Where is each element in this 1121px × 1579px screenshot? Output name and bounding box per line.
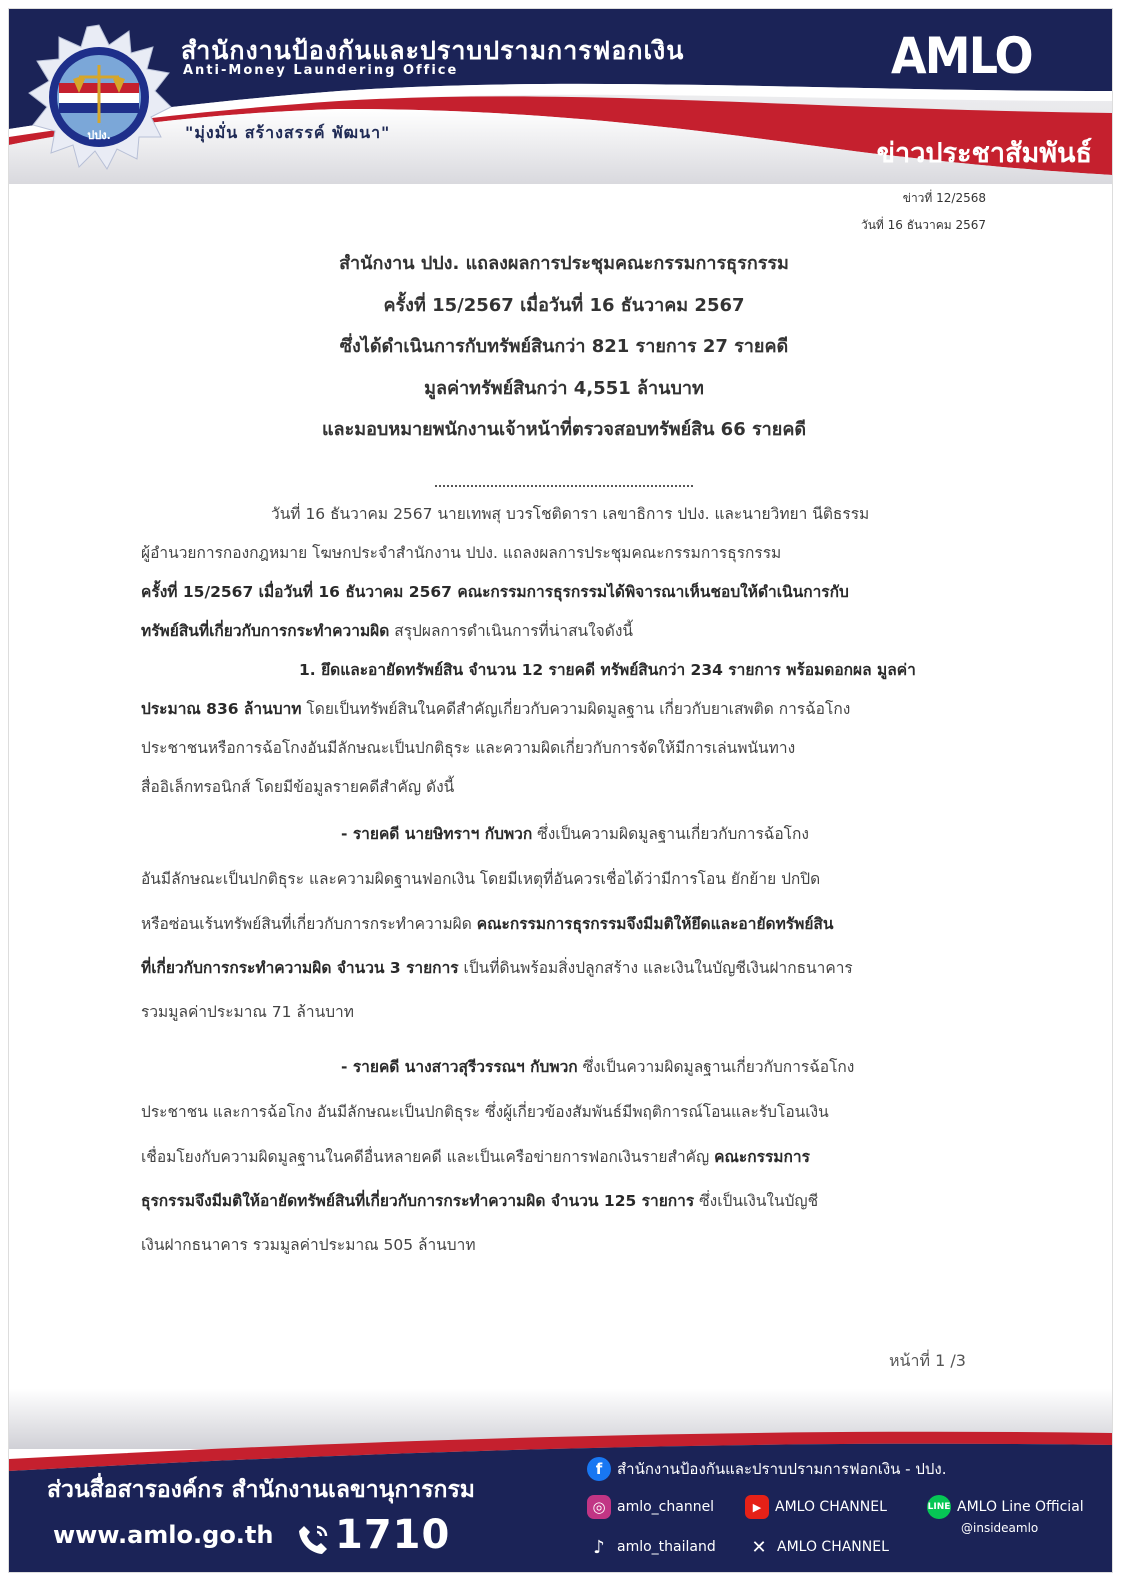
- paragraph-line: [141, 696, 850, 721]
- emphasis: คณะกรรมการธุรกรรมจึงมีมติให้ยึดและอายัดทรัพย์สิน: [476, 915, 834, 933]
- case-title: - รายคดี นางสาวสุรีวรรณฯ กับพวก: [341, 1058, 578, 1076]
- news-number: ข่าวที่ 12/2568: [902, 191, 986, 205]
- paragraph-line: ประชาชน และการฉ้อโกง อันมีลักษณะเป็นปกติธุระ ซึ่งผู้เกี่ยวข้องสัมพันธ์มีพฤติการณ์โอนและรับโอนเงิน: [141, 1103, 829, 1121]
- paragraph-line: [341, 821, 809, 846]
- org-name-english: Anti-Money Laundering Office: [183, 63, 459, 78]
- paragraph-line: [141, 618, 633, 643]
- case-title: - รายคดี นายษิทราฯ กับพวก: [341, 825, 533, 843]
- line-icon: LINE: [927, 1495, 951, 1519]
- paragraph-line: [341, 1054, 854, 1079]
- tiktok-icon: ♪: [593, 1536, 605, 1558]
- paragraph-line: สื่ออิเล็กทรอนิกส์ โดยมีข้อมูลรายคดีสำคัญ ดังนี้: [141, 778, 455, 796]
- facebook-label: สำนักงานป้องกันและปราบปรามการฟอกเงิน - ปปง.: [617, 1460, 947, 1478]
- paragraph-line: ประชาชนหรือการฉ้อโกงอันมีลักษณะเป็นปกติธุระ และความผิดเกี่ยวกับการจัดให้มีการเล่นพนันทาง: [141, 739, 796, 757]
- paragraph-line: ผู้อำนวยการกองกฎหมาย โฆษกประจำสำนักงาน ปปง. แถลงผลการประชุมคณะกรรมการธุรกรรม: [141, 544, 782, 562]
- headline-line: และมอบหมายพนักงานเจ้าหน้าที่ตรวจสอบทรัพย์สิน 66 รายคดี: [321, 419, 807, 440]
- tiktok-link[interactable]: [587, 1535, 716, 1559]
- youtube-icon: ▶: [745, 1495, 769, 1519]
- x-link[interactable]: [747, 1535, 889, 1559]
- amlo-seal-icon: [25, 23, 173, 171]
- instagram-icon: ◎: [587, 1495, 611, 1519]
- youtube-link[interactable]: [745, 1495, 887, 1519]
- emphasis: ประมาณ 836 ล้านบาท: [141, 700, 302, 718]
- text: สรุปผลการดำเนินการที่น่าสนใจดังนี้: [389, 622, 633, 640]
- headline-line: ซึ่งได้ดำเนินการกับทรัพย์สินกว่า 821 รายการ 27 รายคดี: [339, 336, 789, 357]
- slogan: "มุ่งมั่น สร้างสรรค์ พัฒนา": [185, 123, 391, 142]
- headline-line: มูลค่าทรัพย์สินกว่า 4,551 ล้านบาท: [424, 377, 704, 399]
- instagram-link[interactable]: [587, 1495, 714, 1519]
- line-link[interactable]: [927, 1495, 1084, 1519]
- emphasis: ทรัพย์สินที่เกี่ยวกับการกระทำความผิด: [141, 622, 390, 640]
- facebook-icon: f: [587, 1457, 611, 1481]
- tiktok-label: amlo_thailand: [617, 1539, 716, 1555]
- press-release-page: [8, 8, 1113, 1573]
- news-date: วันที่ 16 ธันวาคม 2567: [860, 218, 986, 232]
- paragraph-line: วันที่ 16 ธันวาคม 2567 นายเทพสุ บวรโชติดารา เลขาธิการ ปปง. และนายวิทยา นีติธรรม: [271, 505, 870, 523]
- text: ซึ่งเป็นความผิดมูลฐานเกี่ยวกับการฉ้อโกง: [577, 1058, 855, 1076]
- emphasis: ที่เกี่ยวกับการกระทำความผิด จำนวน 3 รายการ: [141, 959, 459, 977]
- youtube-label: AMLO CHANNEL: [775, 1499, 887, 1515]
- line-id: @insideamlo: [961, 1521, 1039, 1535]
- text: หรือซ่อนเร้นทรัพย์สินที่เกี่ยวกับการกระทำความผิด: [141, 915, 477, 933]
- hotline-number[interactable]: 1710: [335, 1512, 451, 1558]
- paragraph-line: รวมมูลค่าประมาณ 71 ล้านบาท: [141, 1003, 354, 1021]
- paragraph-line: [141, 1188, 818, 1213]
- footer-website-link[interactable]: www.amlo.go.th: [53, 1521, 274, 1549]
- text: ซึ่งเป็นเงินในบัญชี: [694, 1192, 819, 1210]
- paragraph-line: อันมีลักษณะเป็นปกติธุระ และความผิดฐานฟอกเงิน โดยมีเหตุที่อันควรเชื่อได้ว่ามีการโอน ยักย้าย ปกปิด: [141, 870, 821, 888]
- x-icon: ✕: [751, 1536, 767, 1558]
- amlo-wordmark: AMLO: [891, 27, 1032, 85]
- paragraph-line: ครั้งที่ 15/2567 เมื่อวันที่ 16 ธันวาคม 2567 คณะกรรมการธุรกรรมได้พิจารณาเห็นชอบให้ดำเนินการกับ: [141, 583, 849, 601]
- x-label: AMLO CHANNEL: [777, 1539, 889, 1555]
- instagram-label: amlo_channel: [617, 1499, 715, 1515]
- paragraph-line: [141, 1144, 810, 1169]
- emphasis: ธุรกรรมจึงมีมติให้อายัดทรัพย์สินที่เกี่ยวกับการกระทำความผิด จำนวน 125 รายการ: [141, 1192, 695, 1210]
- headline: [129, 243, 999, 451]
- line-label: AMLO Line Official: [957, 1499, 1084, 1515]
- paragraph-line: [141, 955, 853, 980]
- letterhead: [9, 9, 1112, 184]
- emphasis: คณะกรรมการ: [714, 1148, 810, 1166]
- org-name-thai: สำนักงานป้องกันและปราบปรามการฟอกเงิน: [181, 36, 685, 65]
- facebook-link[interactable]: [587, 1457, 947, 1481]
- headline-line: ครั้งที่ 15/2567 เมื่อวันที่ 16 ธันวาคม 2567: [383, 294, 745, 316]
- dotted-divider: [435, 485, 693, 487]
- text: โดยเป็นทรัพย์สินในคดีสำคัญเกี่ยวกับความผิดมูลฐาน เกี่ยวกับยาเสพติด การฉ้อโกง: [301, 700, 851, 718]
- text: เชื่อมโยงกับความผิดมูลฐานในคดีอื่นหลายคดี และเป็นเครือข่ายการฟอกเงินรายสำคัญ: [141, 1148, 715, 1166]
- text: ซึ่งเป็นความผิดมูลฐานเกี่ยวกับการฉ้อโกง: [532, 825, 809, 843]
- footer-unit: ส่วนสื่อสารองค์กร สำนักงานเลขานุการกรม: [47, 1477, 475, 1503]
- paragraph-line: 1. ยึดและอายัดทรัพย์สิน จำนวน 12 รายคดี ทรัพย์สินกว่า 234 รายการ พร้อมดอกผล มูลค่า: [299, 661, 916, 679]
- paragraph-line: [141, 911, 834, 936]
- headline-line: สำนักงาน ปปง. แถลงผลการประชุมคณะกรรมการธุรกรรม: [339, 253, 789, 274]
- press-release-label: ข่าวประชาสัมพันธ์: [876, 138, 1092, 169]
- paragraph-line: เงินฝากธนาคาร รวมมูลค่าประมาณ 505 ล้านบาท: [141, 1236, 476, 1254]
- seal-label: ปปง.: [87, 129, 111, 142]
- phone-icon: [295, 1521, 331, 1557]
- page-number: หน้าที่ 1 /3: [889, 1351, 966, 1370]
- text: เป็นที่ดินพร้อมสิ่งปลูกสร้าง และเงินในบัญชีเงินฝากธนาคาร: [458, 959, 853, 977]
